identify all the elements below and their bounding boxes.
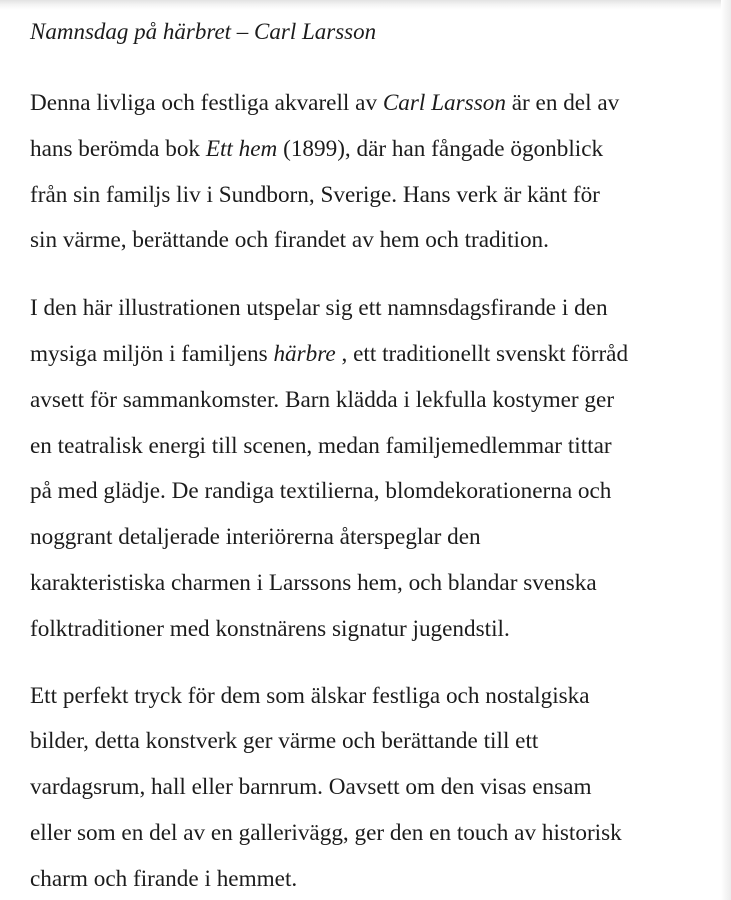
italic-term: Carl Larsson [382, 90, 506, 116]
text-line [30, 719, 710, 765]
text-line [30, 218, 710, 264]
text-line [30, 561, 710, 607]
text-segment: är en del av [505, 90, 620, 116]
paragraph-intro [30, 81, 710, 264]
text-segment: från sin familjs liv i Sundborn, Sverige. Hans verk är känt för [30, 181, 600, 208]
top-edge-shadow [0, 0, 731, 10]
text-segment: , ett traditionellt svenskt förråd [335, 340, 629, 367]
text-line [30, 674, 710, 720]
artwork-title: Namnsdag på härbret – Carl Larsson [30, 19, 377, 44]
right-edge-shadow [721, 0, 731, 900]
text-segment: sin värme, berättande och firandet av hem och tradition. [30, 227, 549, 254]
text-segment: hans berömda bok [30, 135, 206, 162]
text-segment: Ett perfekt tryck för dem som älskar festliga och nostalgiska [30, 682, 590, 709]
text-segment: mysiga miljön i familjens [30, 340, 274, 367]
text-line [30, 173, 710, 219]
text-line [30, 81, 710, 127]
text-segment: (1899), där han fångade ögonblick [277, 135, 604, 162]
text-line [30, 857, 710, 900]
product-description [30, 14, 710, 900]
text-segment: Denna livliga och festliga akvarell av [30, 90, 383, 116]
text-line [30, 127, 710, 173]
text-line [30, 607, 710, 653]
text-line [30, 515, 710, 561]
text-line [30, 424, 710, 470]
text-segment: eller som en del av en gallerivägg, ger den en touch av historisk [30, 819, 622, 846]
text-line [30, 378, 710, 424]
italic-term: härbre [273, 340, 336, 367]
text-segment: folktraditioner med konstnärens signatur jugendstil. [30, 615, 510, 642]
text-line [30, 469, 710, 515]
text-segment: karakteristiska charmen i Larssons hem, och blandar svenska [30, 569, 597, 596]
text-line [30, 332, 710, 378]
text-segment: avsett för sammankomster. Barn klädda i lekfulla kostymer ger [30, 386, 615, 413]
text-segment: en teatralisk energi till scenen, medan familjemedlemmar tittar [30, 432, 612, 459]
text-segment: charm och firande i hemmet. [30, 865, 298, 892]
text-segment: på med glädje. De randiga textilierna, blomdekorationerna och [30, 478, 612, 505]
italic-term: Ett hem [205, 135, 278, 162]
text-line [30, 286, 710, 332]
text-segment: bilder, detta konstverk ger värme och berättande till ett [30, 728, 539, 755]
text-line [30, 811, 710, 857]
paragraph-scene [30, 286, 710, 652]
text-segment: vardagsrum, hall eller barnrum. Oavsett om den visas ensam [30, 774, 592, 801]
text-segment: I den här illustrationen utspelar sig ett namnsdagsfirande i den [30, 295, 608, 322]
paragraph-offer [30, 674, 710, 900]
text-segment: noggrant detaljerade interiörerna återspeglar den [30, 524, 481, 551]
text-line [30, 765, 710, 811]
